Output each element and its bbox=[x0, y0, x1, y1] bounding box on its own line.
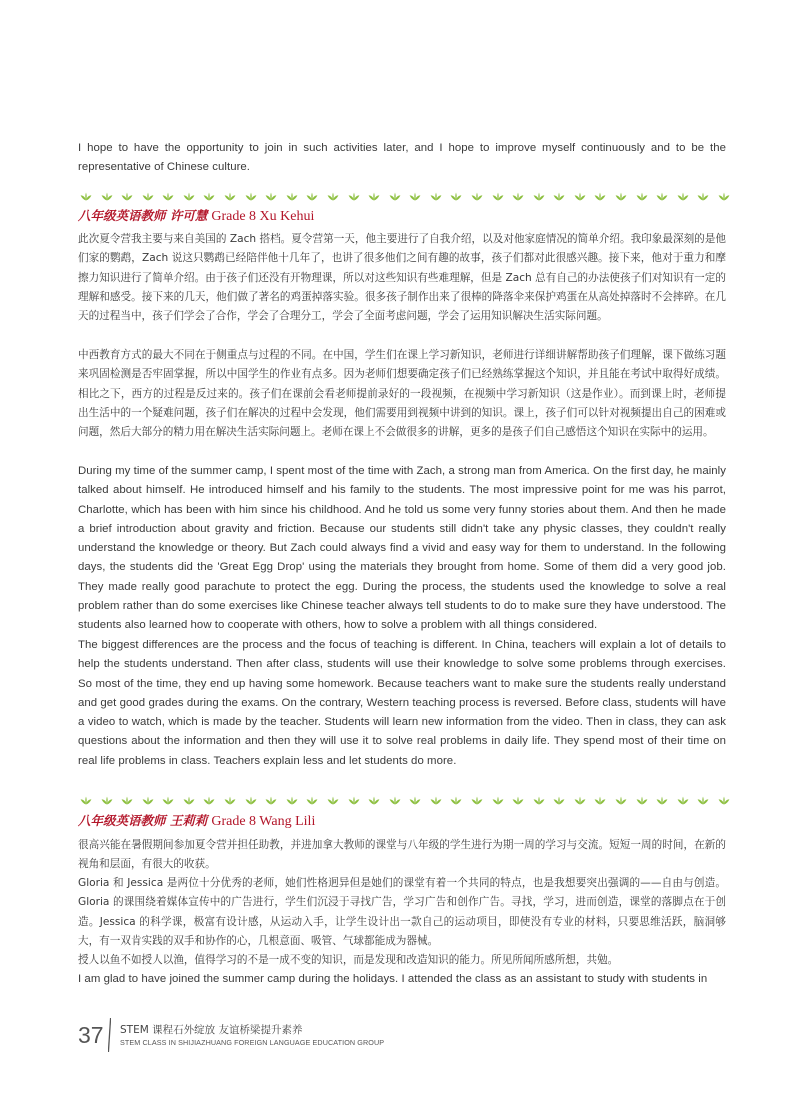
paragraph-en-2: The biggest differences are the process and the focus of teaching is different. In China, teachers will explain a lot of details to help the students understand. Then after class, students will use their knowledge to solve some problems through exercises. So most of the time, they end up having some homework. Because teachers want to make sure the students really understand and get good grades during the exams. On the contrary, Western teaching process is reversed. Before class, students will have a video to watch, which is made by the teacher. Students will learn new information from the video. Then in class, they can ask questions about the information and then they will use it to solve real problems in daily life. They spend most of their time on real life problems in class. Teachers explain less and let students do more. bbox=[78, 639, 726, 767]
leaf-divider-icon bbox=[203, 186, 215, 195]
leaf-divider-icon bbox=[594, 186, 606, 195]
leaf-divider-icon bbox=[574, 790, 586, 799]
leaf-divider-icon bbox=[348, 186, 360, 195]
leaf-divider-icon bbox=[183, 790, 195, 799]
leaf-divider-icon bbox=[430, 790, 442, 799]
leaf-divider-icon bbox=[697, 790, 709, 799]
leaf-divider-icon bbox=[245, 790, 257, 799]
leaf-divider-icon bbox=[327, 186, 339, 195]
paragraph-cn-4: Gloria 和 Jessica 是两位十分优秀的老师，她们性格迥异但是她们的课堂有着一个共同的特点，也是我想要突出强调的——自由与创造。Gloria 的课围绕着媒体宣传中的广告进行，学生们沉浸于寻找广告，学习广告和创作广告。寻找，学习，进而创造，课堂的落脚点在于创造。Jessica 的科学课，极富有设计感，从运动入手，让学生设计出一款自己的运动项目，即使没有专业的材料，只要思维活跃，脑洞够大，有一双肯实践的双手和协作的心，几根意面、吸管、气球都能成为器械。 bbox=[78, 877, 726, 947]
leaf-divider-icon bbox=[121, 186, 133, 195]
page-number: 37 bbox=[78, 1022, 104, 1048]
leaf-divider-icon bbox=[286, 186, 298, 195]
footer-title-cn: STEM 课程石外绽放 友谊桥梁提升素养 bbox=[120, 1024, 303, 1036]
leaf-divider-icon bbox=[245, 186, 257, 195]
leaf-divider-icon bbox=[636, 186, 648, 195]
leaf-divider-icon bbox=[471, 790, 483, 799]
leaf-divider-icon bbox=[492, 186, 504, 195]
paragraph-cn-2: 中西教育方式的最大不同在于侧重点与过程的不同。在中国，学生们在课上学习新知识，老师进行详细讲解帮助孩子们理解，课下做练习题来巩固检测是否牢固掌握，所以中国学生的作业有点多。因为老师们想要确定孩子们已经熟练掌握这个知识，并且能在考试中取得好成绩。相比之下，西方的过程是反过来的。孩子们在课前会看老师提前录好的一段视频，在视频中学习新知识（这是作业）。而到课上时，老师提出生活中的一个疑难问题，孩子们在解决的过程中会发现，他们需要用到视频中讲到的知识。课上，孩子们可以针对视频提出自己的困难或问题，然后大部分的精力用在解决生活实际问题上。老师在课上不会做很多的讲解，更多的是孩子们自己感悟这个知识在实际中的运用。 bbox=[78, 349, 726, 439]
leaf-divider-icon bbox=[574, 186, 586, 195]
leaf-divider-icon bbox=[409, 186, 421, 195]
leaf-divider-icon bbox=[265, 790, 277, 799]
leaf-divider-icon bbox=[162, 186, 174, 195]
leaf-divider-icon bbox=[80, 186, 92, 195]
leaf-divider-icon bbox=[656, 186, 668, 195]
leaf-divider-icon bbox=[533, 186, 545, 195]
leaf-divider-icon bbox=[183, 186, 195, 195]
leaf-divider-icon bbox=[718, 186, 730, 195]
leaf-divider-icon bbox=[203, 790, 215, 799]
leaf-divider-icon bbox=[718, 790, 730, 799]
leaf-divider-icon bbox=[553, 186, 565, 195]
leaf-divider-icon bbox=[101, 186, 113, 195]
leaf-divider-icon bbox=[101, 790, 113, 799]
leaf-divider-icon bbox=[697, 186, 709, 195]
leaf-divider-icon bbox=[121, 790, 133, 799]
footer-slash-icon bbox=[108, 1018, 111, 1052]
heading-title-cn: 八年级英语教师 许可慧 bbox=[78, 208, 208, 223]
leaf-divider-icon bbox=[368, 790, 380, 799]
leaf-divider-icon bbox=[409, 790, 421, 799]
leaf-divider-icon bbox=[327, 790, 339, 799]
heading-title-en: Grade 8 Wang Lili bbox=[211, 814, 316, 829]
paragraph-cn-1: 此次夏令营我主要与来自美国的 Zach 搭档。夏令营第一天，他主要进行了自我介绍，以及对他家庭情况的简单介绍。我印象最深刻的是他们家的鹦鹉，Zach 说这只鹦鹉已经陪伴他十几年了，也讲了很多他们之间有趣的故事，孩子们都对此很感兴趣。接下来，他对于重力和摩擦力知识进行了简单介绍。由于孩子们还没有开物理课，所以对这些知识有些难理解，但是 Zach 总有自己的办法使孩子们对知识有一定的理解和感受。接下来的几天，他们做了著名的鸡蛋掉落实验。很多孩子制作出来了很棒的降落伞来保护鸡蛋在从高处掉落时不会摔碎。在几天的过程当中，孩子们学会了合作，学会了合理分工，学会了全面考虑问题，学会了运用知识解决生活实际问题。 bbox=[78, 233, 726, 323]
leaf-divider-icon bbox=[615, 186, 627, 195]
leaf-divider-icon bbox=[389, 186, 401, 195]
leaf-divider-icon bbox=[430, 186, 442, 195]
leaf-divider-icon bbox=[224, 186, 236, 195]
leaf-divider-icon bbox=[80, 790, 92, 799]
leaf-divider-icon bbox=[677, 186, 689, 195]
leaf-divider-icon bbox=[142, 186, 154, 195]
paragraph-en-3: I am glad to have joined the summer camp during the holidays. I attended the class as an assistant to study with students in bbox=[78, 973, 708, 985]
heading-title-en: Grade 8 Xu Kehui bbox=[211, 209, 315, 224]
paragraph-en-1: During my time of the summer camp, I spent most of the time with Zach, a strong man from America. On the first day, he mainly talked about himself. He introduced himself and his family to the students. The most impressive point for me was his parrot, Charlotte, which has been with him since his childhood. And he told us some very funny stories about them. And then he made a brief introduction about gravity and friction. Because our students still didn't take any physic classes, they couldn't really understand the knowledge or theory. But Zach could always find a vivid and easy way for them to understand. In the following days, the students did the 'Great Egg Drop' using the materials they brought from home. Some of them did a very good job. They made really good parachute to protect the egg. During the process, the students used the knowledge to solve a real problem rather than do some exercises like Chinese teacher always tell students to do to make sure they have understood. The students also learned how to cooperate with others, how to solve a problem with all things considered. bbox=[78, 465, 727, 632]
leaf-divider-icon bbox=[492, 790, 504, 799]
leaf-divider-icon bbox=[471, 186, 483, 195]
footer-title-en: STEM CLASS IN SHIJIAZHUANG FOREIGN LANGUAGE EDUCATION GROUP bbox=[120, 1038, 385, 1047]
leaf-divider-icon bbox=[389, 790, 401, 799]
leaf-divider-icon bbox=[286, 790, 298, 799]
heading-title-cn: 八年级英语教师 王莉莉 bbox=[78, 813, 208, 828]
leaf-divider-icon bbox=[636, 790, 648, 799]
leaf-divider-1 bbox=[80, 184, 730, 196]
leaf-divider-icon bbox=[615, 790, 627, 799]
leaf-divider-icon bbox=[162, 790, 174, 799]
leaf-divider-icon bbox=[224, 790, 236, 799]
leaf-divider-icon bbox=[142, 790, 154, 799]
paragraph-cn-5: 授人以鱼不如授人以渔，值得学习的不是一成不变的知识，而是发现和改造知识的能力。所见所闻所感所想，共勉。 bbox=[78, 954, 619, 966]
intro-paragraph: I hope to have the opportunity to join in such activities later, and I hope to improve myself continuously and to be the representative of Chinese culture. bbox=[78, 142, 726, 174]
section-heading-wang-lili bbox=[78, 812, 315, 831]
leaf-divider-icon bbox=[533, 790, 545, 799]
paragraph-cn-3: 很高兴能在暑假期间参加夏令营并担任助教，并进加拿大教师的课堂与八年级的学生进行为期一周的学习与交流。短短一周的时间，在新的视角和层面，有很大的收获。 bbox=[78, 839, 726, 871]
leaf-divider-2 bbox=[80, 788, 730, 800]
leaf-divider-icon bbox=[512, 790, 524, 799]
leaf-divider-icon bbox=[450, 186, 462, 195]
leaf-divider-icon bbox=[512, 186, 524, 195]
leaf-divider-icon bbox=[450, 790, 462, 799]
leaf-divider-icon bbox=[265, 186, 277, 195]
leaf-divider-icon bbox=[368, 186, 380, 195]
leaf-divider-icon bbox=[656, 790, 668, 799]
leaf-divider-icon bbox=[306, 790, 318, 799]
leaf-divider-icon bbox=[348, 790, 360, 799]
leaf-divider-icon bbox=[677, 790, 689, 799]
leaf-divider-icon bbox=[553, 790, 565, 799]
leaf-divider-icon bbox=[594, 790, 606, 799]
leaf-divider-icon bbox=[306, 186, 318, 195]
section-heading-xu-kehui bbox=[78, 207, 314, 226]
